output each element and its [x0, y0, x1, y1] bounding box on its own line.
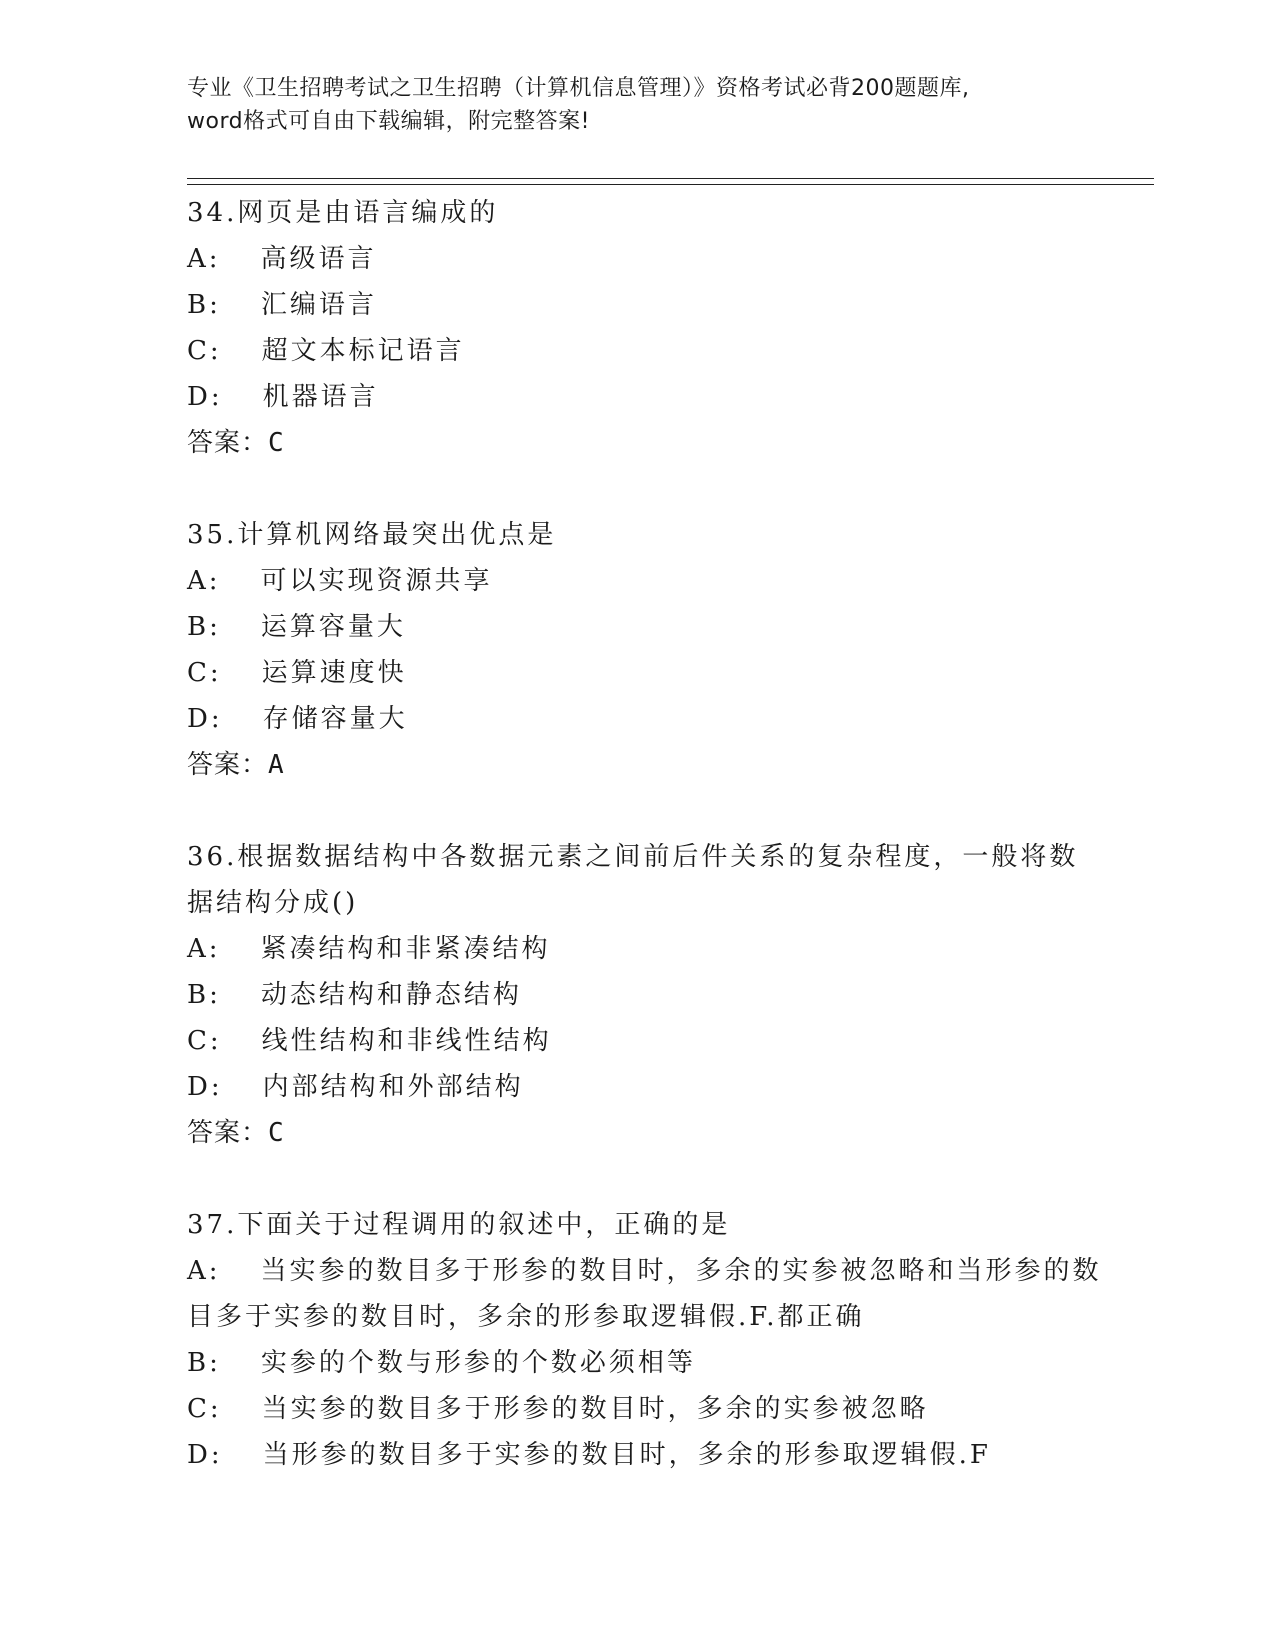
option-letter: C: — [187, 336, 222, 366]
option-d — [187, 374, 1087, 420]
question-list — [187, 190, 1102, 1478]
option-letter: B: — [187, 612, 221, 642]
answer-value: A — [268, 750, 285, 780]
answer-label: 答案： — [187, 750, 269, 780]
answer-value: C — [268, 428, 285, 458]
question-stem: 35.计算机网络最突出优点是 — [187, 520, 557, 550]
option-a-continued: 目多于实参的数目时，多余的形参取逻辑假.F.都正确 — [187, 1302, 865, 1332]
option-b — [187, 1340, 1087, 1386]
question-stem: 34.网页是由语言编成的 — [187, 198, 499, 228]
option-letter: D: — [187, 704, 223, 734]
option-d — [187, 1064, 1087, 1110]
header-rule-bottom — [187, 184, 1154, 185]
option-c — [187, 1018, 1087, 1064]
option-letter: D: — [187, 382, 223, 412]
answer-label: 答案： — [187, 428, 269, 458]
option-letter: C: — [187, 658, 222, 688]
question-37 — [187, 1202, 1102, 1478]
option-a — [187, 558, 1087, 604]
option-text: 内部结构和外部结构 — [262, 1072, 524, 1102]
question-35 — [187, 512, 1087, 788]
option-text: 运算容量大 — [260, 612, 406, 642]
option-c — [187, 650, 1087, 696]
option-text: 运算速度快 — [261, 658, 407, 688]
option-text: 当实参的数目多于形参的数目时，多余的实参被忽略和当形参的数 — [260, 1256, 1102, 1286]
option-letter: A: — [187, 566, 221, 596]
option-text: 机器语言 — [262, 382, 379, 412]
option-b — [187, 972, 1087, 1018]
option-d — [187, 696, 1087, 742]
option-letter: C: — [187, 1394, 222, 1424]
option-a — [187, 926, 1087, 972]
option-letter: A: — [187, 244, 221, 274]
answer-line — [187, 1110, 1087, 1156]
question-36 — [187, 834, 1087, 1156]
option-text: 实参的个数与形参的个数必须相等 — [260, 1348, 696, 1378]
answer-label: 答案： — [187, 1118, 269, 1148]
answer-line — [187, 742, 1087, 788]
option-text: 当实参的数目多于形参的数目时，多余的实参被忽略 — [261, 1394, 929, 1424]
option-c — [187, 328, 1087, 374]
document-header — [187, 72, 1087, 138]
option-text: 高级语言 — [260, 244, 377, 274]
question-stem-continued: 据结构分成() — [187, 888, 359, 918]
option-letter: D: — [187, 1072, 223, 1102]
question-34 — [187, 190, 1087, 466]
option-letter: D: — [187, 1440, 223, 1470]
answer-value: C — [268, 1118, 285, 1148]
option-letter: B: — [187, 980, 221, 1010]
option-letter: B: — [187, 1348, 221, 1378]
option-text: 可以实现资源共享 — [260, 566, 493, 596]
question-stem: 36.根据数据结构中各数据元素之间前后件关系的复杂程度，一般将数 — [187, 842, 1079, 872]
option-a — [187, 236, 1087, 282]
option-text: 当形参的数目多于实参的数目时，多余的形参取逻辑假.F — [262, 1440, 991, 1470]
option-d — [187, 1432, 1087, 1478]
header-line-2: word格式可自由下载编辑，附完整答案! — [187, 109, 590, 134]
option-text: 紧凑结构和非紧凑结构 — [260, 934, 551, 964]
option-text: 超文本标记语言 — [261, 336, 465, 366]
option-text: 存储容量大 — [262, 704, 408, 734]
option-text: 汇编语言 — [260, 290, 377, 320]
option-c — [187, 1386, 1087, 1432]
option-text: 线性结构和非线性结构 — [261, 1026, 552, 1056]
option-letter: C: — [187, 1026, 222, 1056]
answer-line — [187, 420, 1087, 466]
question-stem: 37.下面关于过程调用的叙述中，正确的是 — [187, 1210, 731, 1240]
option-a — [187, 1248, 1102, 1294]
option-letter: A: — [187, 934, 221, 964]
header-rule-top — [187, 178, 1154, 179]
option-b — [187, 282, 1087, 328]
option-letter: A: — [187, 1256, 221, 1286]
header-line-1: 专业《卫生招聘考试之卫生招聘（计算机信息管理）》资格考试必背200题题库, — [187, 76, 970, 101]
option-b — [187, 604, 1087, 650]
option-text: 动态结构和静态结构 — [260, 980, 522, 1010]
option-letter: B: — [187, 290, 221, 320]
